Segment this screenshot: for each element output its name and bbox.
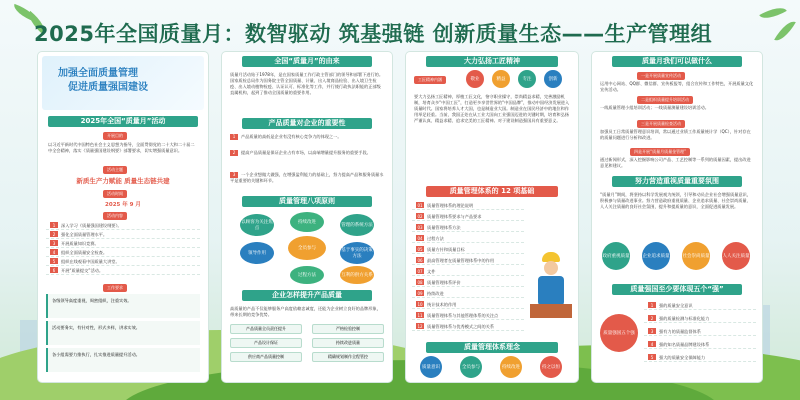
- list-num: 5: [50, 258, 58, 264]
- improve-box: 产品质量全员责任提升: [230, 324, 302, 334]
- sub-head: 四是开展“质量月质量金管理”: [630, 148, 690, 156]
- basics-list: [412, 202, 524, 334]
- list-num: 1: [50, 222, 58, 228]
- principle-node: 基于事实的决策方法: [340, 242, 374, 264]
- face-icon: [544, 261, 558, 275]
- importance-item: 1 产品质量的高低是企业有没有核心竞争力的体现之一。: [230, 134, 384, 140]
- craftsman-text: 要大力弘扬工匠精神，厚植工匠文化，恪守职业操守，崇尚精益求精，完善激励机制，培育众多“中国工匠”，打造更多享誉世界的“中国品牌”，推动中国经济发展进入质量时代。国家将培养人才大国，也是制造业大国。制造业在国民经济中的地位和作用举足轻重。当前，我国正处在从工业大国向工业强国迈进的关键时期，培育和弘扬严谨认真、精益求精、追求完美的工匠精神。对于建设制造强国具有重要意义。: [414, 94, 570, 123]
- principle-node: 持续改进: [290, 212, 324, 232]
- principle-node: 以顾客为关注焦点: [240, 214, 274, 236]
- panel-activity: [38, 52, 208, 382]
- craft-label: 工匠精神内涵: [414, 76, 446, 84]
- list-item: 6 开展“质量提交”活动。: [46, 267, 200, 275]
- tag-content: 活动内容: [103, 212, 127, 220]
- requirement-item: 各级领导高度重视，周密组织，注重实效。: [46, 294, 200, 318]
- improve-box: 供应商产品质量控制: [230, 352, 302, 362]
- section-head-improve: 企业怎样提升产品质量: [242, 290, 372, 301]
- improve-box: 持续改进质量: [312, 338, 384, 348]
- atmosphere-node: 政府重视质量: [602, 242, 630, 270]
- concept-node: 质量意识: [420, 356, 442, 378]
- uniform-icon: [538, 276, 564, 306]
- principle-node: 互利的供方关系: [340, 266, 374, 284]
- panel-quality-month: [222, 52, 392, 382]
- improve-box: 产品设计保证: [230, 338, 302, 348]
- craft-tag: 精益: [492, 70, 510, 88]
- requirements-list: [46, 294, 200, 374]
- list-item: 09 持续改进: [412, 290, 524, 298]
- craft-tag: 敬业: [466, 70, 484, 88]
- requirement-item: 各小组需要力推执行，扎实推进质量提升活动。: [46, 348, 200, 372]
- list-item: 5 组织在线观看中国质量大讲堂。: [46, 258, 200, 266]
- banner-line2: 促进质量强国建设: [68, 82, 148, 93]
- section-head-concepts: 质量管理体系理念: [426, 342, 558, 353]
- strong-list: [644, 302, 756, 372]
- list-item: 08 质量管理体系评价: [412, 279, 524, 287]
- atmosphere-node: 企业追求质量: [642, 242, 670, 270]
- tag-theme: 活动主题: [103, 166, 127, 174]
- list-num: 2: [50, 231, 58, 237]
- page-title: 2025年全国质量月：数智驱动 筑基强链 创新质量生态——生产管理组: [34, 22, 713, 46]
- improve-box: 严格检验控制: [312, 324, 384, 334]
- todo-text: 通过新闻形式，深入挖掘影响公司产品、工艺控制等一系列的质量因素，提出改进意见和建议。: [600, 157, 751, 168]
- panel-craftsman: [406, 52, 578, 382]
- list-item: 5 强大的质量安全保障能力: [644, 354, 756, 362]
- sub-head: 三是开展质量检查活动: [637, 120, 685, 128]
- todo-text: 加强员工日常质量管理意识培训，常以通过业绩工作质量统计学（QC），针对存在的质量问题进行分析和改进。: [600, 129, 751, 140]
- banner-image: [42, 56, 204, 110]
- principle-node: 过程方法: [290, 266, 324, 284]
- sub-head: 一是开展质量宣传活动: [637, 72, 685, 80]
- list-item: 11 质量管理体系与其他管理体系的关注点: [412, 312, 524, 320]
- content-list: [46, 222, 200, 280]
- list-item: 3 强有力的质量监督体系: [644, 328, 756, 336]
- section-head-craftsman: 大力弘扬工匠精神: [426, 56, 558, 67]
- time-text: 2025 年 9 月: [105, 202, 141, 208]
- list-item: 1 深入学习《质量强国建设纲要》。: [46, 222, 200, 230]
- purpose-text: 以习近平新时代中国特色社会主义思想为指导，全面贯彻党的二十大和二十届二中全会精神，落实《质量强国建设纲要》部署要求，切实增强质量意识。: [48, 142, 195, 153]
- list-item: 03 质量管理体系方法: [412, 224, 524, 232]
- list-num: 6: [50, 267, 58, 273]
- improve-box: 精确规划制作全程管控: [312, 352, 384, 362]
- atmosphere-node: 社会崇尚质量: [682, 242, 710, 270]
- worker-illustration: [530, 252, 572, 322]
- craft-tag: 专注: [518, 70, 536, 88]
- importance-item: 3 一个企业想做大做强，在增强盈利能力的基础上，努力提高产品和服务质量水平是重要的关键和环节。: [230, 172, 384, 183]
- banner-line1: 加强全面质量管理: [58, 68, 138, 79]
- principle-node: 领导作用: [240, 242, 274, 264]
- list-item: 4 强的知名质量品牌建设体系: [644, 341, 756, 349]
- list-item: 06 最高管理者在质量管理体系中的作用: [412, 257, 524, 265]
- strong-center: 质量强国五个强: [600, 314, 638, 352]
- section-head-principles: 质量管理八项原则: [242, 196, 372, 207]
- principle-node: 全员参与: [288, 236, 326, 260]
- panel-what-to-do: [592, 52, 762, 382]
- requirement-item: 活动要务实，有针对性，形式多样，讲求实效。: [46, 321, 200, 345]
- list-item: 12 质量管理体系与优秀模式之间的关系: [412, 323, 524, 331]
- list-item: 1 强的质量安全意识: [644, 302, 756, 310]
- origin-text: 质量月活动始于1978年，是在国家质量工作行政主管部门的领导和部署下进行的。国家质检总局作为国务院主管全国质量、计量、出入境商品检验、出入境卫生检疫、出入境动植物检疫、认证认可、标准化等工作，并行使行政执法职能的正部级直属机构，起到了推动全国质量的重要作用。: [230, 72, 384, 95]
- concept-node: 全员参与: [460, 356, 482, 378]
- tag-requirements: 工作要求: [103, 284, 127, 292]
- importance-item: 2 提高产品质量是保证企业占有市场，以高端增量提升服务的重要手段。: [230, 150, 384, 156]
- theme-text: 新质生产力赋能 质量生态链共建: [76, 177, 170, 185]
- sub-head: 二是组织质量提升培训活动: [637, 96, 693, 104]
- todo-text: 运用中心网站、QQ群、微信群、宣传板报等，组合宣传和工作特色，开展质量文化宣传活动。: [600, 81, 754, 92]
- list-item: 07 文件: [412, 268, 524, 276]
- section-title: 2025年全国“质量月”活动: [48, 116, 198, 127]
- list-item: 2 强的质量检测与标准化能力: [644, 315, 756, 323]
- section-head-basics: 质量管理体系的 12 项基础: [426, 186, 558, 197]
- section-head-importance: 产品质量对企业的重要性: [242, 118, 372, 129]
- tag-purpose: 开展目的: [103, 132, 127, 140]
- list-item: 04 过程方法: [412, 235, 524, 243]
- bricks-icon: [530, 304, 572, 318]
- craft-tag: 创新: [544, 70, 562, 88]
- list-num: 4: [50, 249, 58, 255]
- section-head-origin: 全国“质量月”的由来: [242, 56, 372, 67]
- section-head-atmosphere: 努力营造重视质量重要氛围: [612, 176, 742, 187]
- list-num: 3: [50, 240, 58, 246]
- list-item: 05 质量方针和质量目标: [412, 246, 524, 254]
- principle-node: 管理的系统方法: [340, 214, 374, 236]
- list-item: 2 强化全面质量管理水平。: [46, 231, 200, 239]
- principles-diagram: [232, 212, 382, 284]
- list-item: 02 质量管理体系要求与产品要求: [412, 213, 524, 221]
- list-item: 3 开展质量知识竞赛。: [46, 240, 200, 248]
- list-item: 01 质量管理体系的理论说明: [412, 202, 524, 210]
- section-head-strong: 质量强国至少要体现五个“强”: [612, 284, 742, 295]
- list-item: 4 组织全面质量安全检查。: [46, 249, 200, 257]
- concept-node: 持之以恒: [540, 356, 562, 378]
- tag-time: 活动时间: [103, 190, 127, 198]
- list-item: 10 统计技术的作用: [412, 301, 524, 309]
- section-head-todo: 质量月我们可以做什么: [612, 56, 742, 67]
- concept-node: 持续改进: [500, 356, 522, 378]
- atmosphere-text: “质量月”期间，将坚持以科学发展观为统领，引导和动员企业社会增强质量意识，积极参与质量改进事业。努力营造政府重视质量、企业追求质量、社会崇尚质量、人人关注质量的良好社会氛围，提升和提质量的意识，全面促进质量发展。: [600, 192, 751, 209]
- todo-text: 一线质量管理小组培训活动；一线质量测量建设培训活动。: [600, 105, 709, 110]
- improve-text: 高质量的产品不仅能够服务户高度依赖忠诚度，还能为企业树立良好的品牌形象，带来长期的竞争优势。: [230, 306, 381, 317]
- atmosphere-node: 人人关注质量: [722, 242, 750, 270]
